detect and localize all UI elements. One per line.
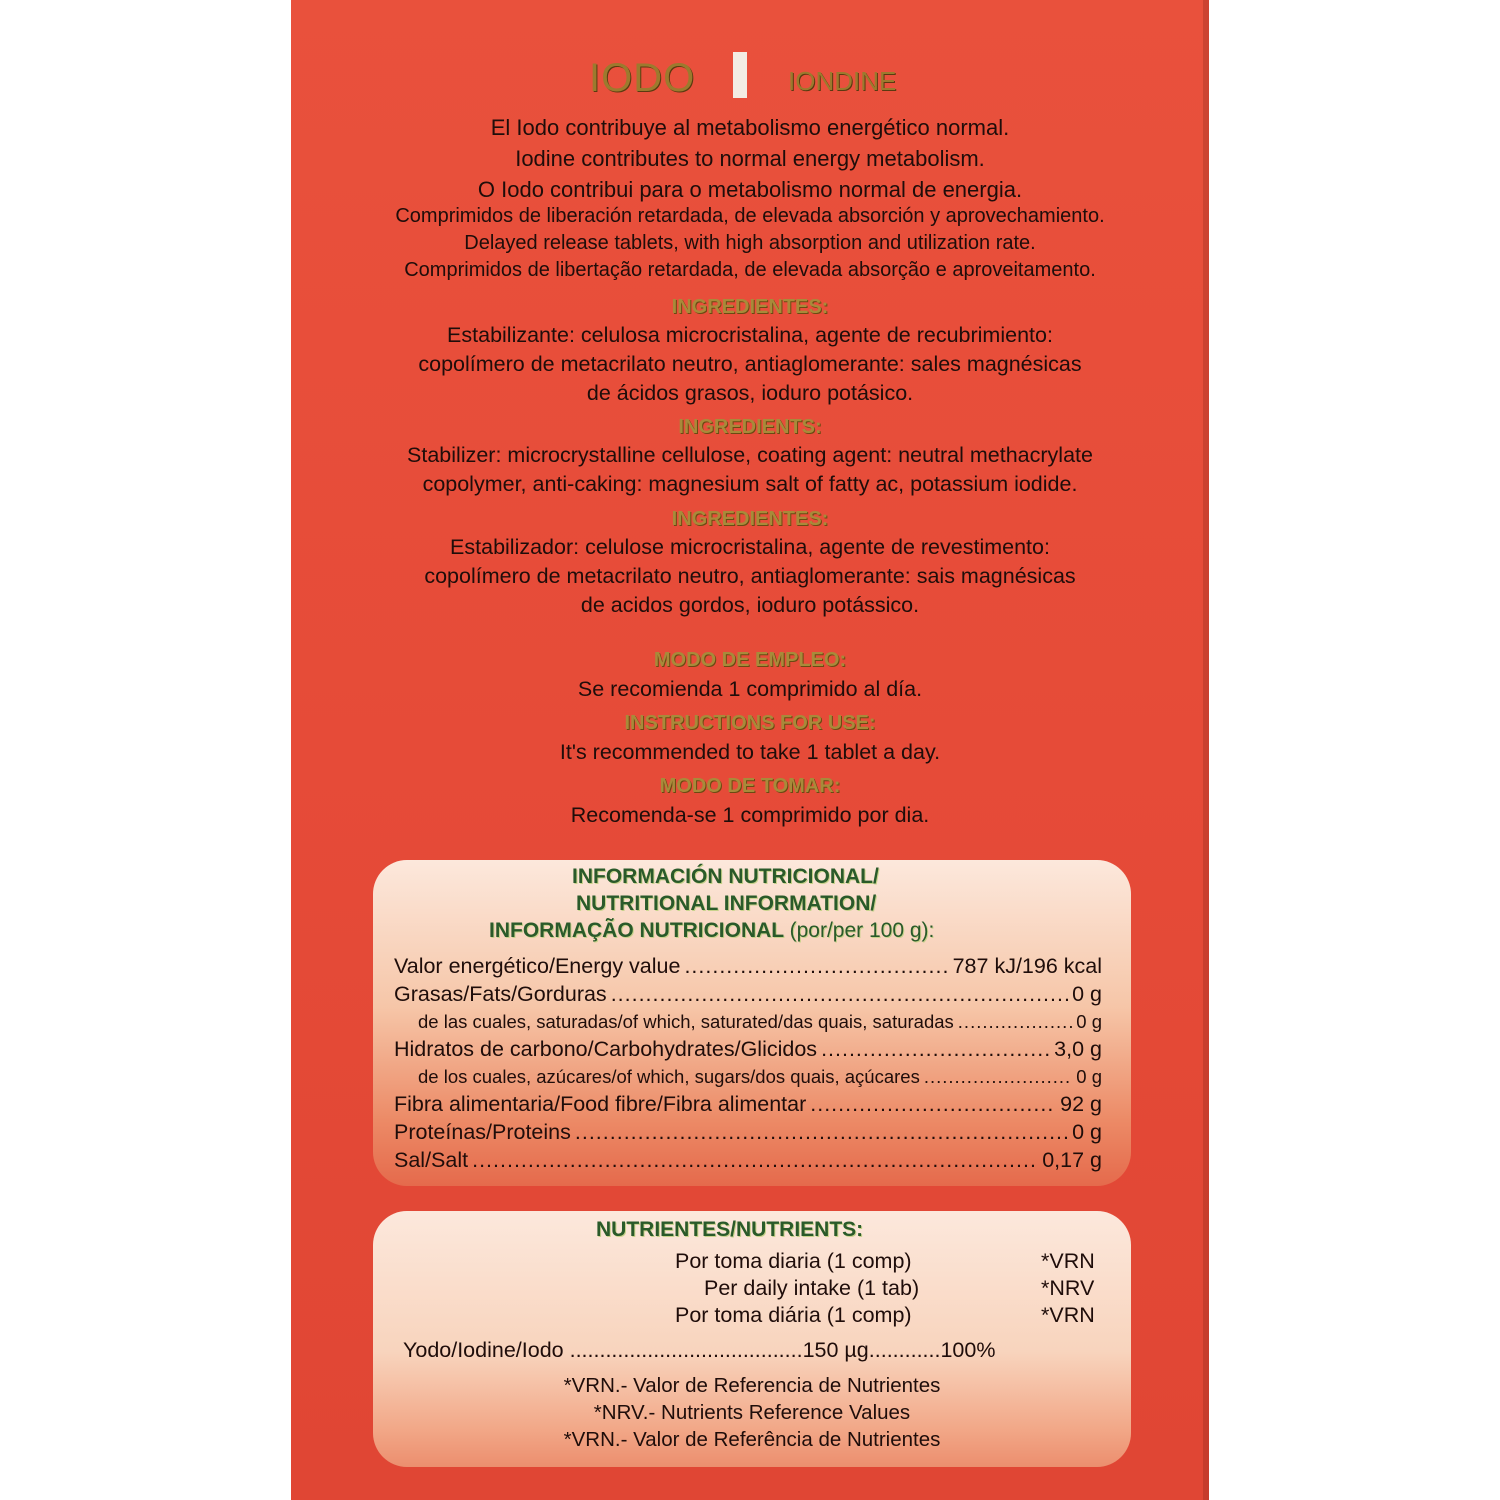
nutrition-row: [394, 954, 1102, 982]
nutrition-value: 0 g: [1072, 982, 1102, 1006]
nutrients-title: NUTRIENTES/NUTRIENTS:: [596, 1218, 864, 1241]
usage-heading: MODO DE EMPLEO:: [653, 649, 847, 671]
nutrition-table: [373, 860, 1131, 1186]
nutrition-value: 92 g: [1060, 1092, 1102, 1116]
claim-en: Iodine contributes to normal energy metabolism.: [515, 146, 985, 171]
nutrients-header-label: Por toma diária (1 comp): [675, 1303, 912, 1327]
nutrition-title-line: NUTRITIONAL INFORMATION/: [576, 892, 877, 915]
nutrition-row: [394, 1148, 1102, 1176]
usage-es: [291, 646, 1209, 704]
ingredients-line: copolímero de metacrilato neutro, antiaglomerante: sales magnésicas: [418, 352, 1082, 376]
nutrients-header-label: Por toma diaria (1 comp): [675, 1249, 912, 1273]
product-title: [291, 52, 1209, 100]
usage-text: It's recommended to take 1 tablet a day.: [559, 740, 941, 764]
ingredients-line: copolymer, anti-caking: magnesium salt of fatty ac, potassium iodide.: [422, 472, 1078, 496]
product-descriptions: [291, 203, 1209, 284]
title-spanish: IODO: [589, 56, 696, 100]
nutrition-label: Fibra alimentaria/Food fibre/Fibra alimentar: [394, 1092, 807, 1116]
nutrition-label: Hidratos de carbono/Carbohydrates/Glicidos: [394, 1037, 818, 1061]
description-pt: Comprimidos de libertação retardada, de elevada absorção e aproveitamento.: [404, 259, 1096, 281]
usage-heading: MODO DE TOMAR:: [659, 775, 841, 797]
ingredients-heading: INGREDIENTES:: [671, 508, 829, 530]
nutrient-row: Yodo/Iodine/Iodo .......................................150 µg............100%: [403, 1338, 996, 1362]
ingredients-pt: [291, 505, 1209, 620]
nutrition-row: [394, 1120, 1102, 1148]
claim-es: El Iodo contribuye al metabolismo energético normal.: [490, 115, 1010, 140]
nutrition-value: 0,17 g: [1042, 1148, 1102, 1172]
ingredients-es: [291, 293, 1209, 408]
nutrition-row: [418, 1066, 1102, 1094]
nutrition-title-suffix: (por/per 100 g):: [789, 919, 935, 942]
health-claims: [291, 112, 1209, 205]
title-english: IONDINE: [788, 66, 897, 96]
footnote: *VRN.- Valor de Referência de Nutrientes: [563, 1428, 941, 1451]
nutrients-header-ref: *NRV: [1041, 1276, 1095, 1300]
ingredients-line: copolímero de metacrilato neutro, antiaglomerante: sais magnésicas: [424, 564, 1076, 588]
nutrition-title-line: INFORMACIÓN NUTRICIONAL/: [572, 865, 879, 888]
nutrition-value: 787 kJ/196 kcal: [952, 954, 1102, 978]
nutrition-title-line: INFORMAÇÃO NUTRICIONAL (por/per 100 g):: [489, 919, 935, 942]
usage-heading: INSTRUCTIONS FOR USE:: [624, 712, 876, 734]
nutrients-header-ref: *VRN: [1041, 1249, 1095, 1273]
claim-pt: O Iodo contribui para o metabolismo normal de energia.: [477, 177, 1023, 202]
description-en: Delayed release tablets, with high absorption and utilization rate.: [464, 232, 1036, 254]
ingredients-line: de ácidos grasos, ioduro potásico.: [586, 381, 914, 405]
usage-text: Se recomienda 1 comprimido al día.: [577, 677, 923, 701]
ingredients-line: Estabilizador: celulose microcristalina, agente de revestimento:: [450, 535, 1050, 559]
ingredients-en: [291, 413, 1209, 499]
ingredients-heading: INGREDIENTES:: [671, 296, 829, 318]
nutrition-label: Valor energético/Energy value: [394, 954, 681, 978]
usage-pt: [291, 772, 1209, 830]
description-es: Comprimidos de liberación retardada, de elevada absorción y aprovechamiento.: [395, 205, 1105, 227]
nutrition-label: Grasas/Fats/Gorduras: [394, 982, 607, 1006]
footnote: *NRV.- Nutrients Reference Values: [593, 1401, 911, 1424]
nutrition-value: 0 g: [1076, 1011, 1102, 1032]
nutrition-row: [394, 1092, 1102, 1120]
usage-text: Recomenda-se 1 comprimido por dia.: [570, 803, 930, 827]
nutrient-percent: 100%: [940, 1338, 996, 1362]
nutrients-header-label: Per daily intake (1 tab): [704, 1276, 920, 1300]
ingredients-line: Stabilizer: microcrystalline cellulose, coating agent: neutral methacrylate: [407, 443, 1093, 467]
nutrition-label: de las cuales, saturadas/of which, saturated/das quais, saturadas: [418, 1011, 954, 1032]
footnote: *VRN.- Valor de Referencia de Nutrientes: [563, 1374, 941, 1397]
nutrition-value: 0 g: [1072, 1120, 1102, 1144]
nutrition-row: [418, 1011, 1102, 1039]
title-divider: [733, 52, 747, 98]
nutrient-label: Yodo/Iodine/Iodo: [403, 1338, 564, 1362]
nutrition-label: de los cuales, azúcares/of which, sugars/dos quais, açúcares: [418, 1066, 920, 1087]
nutrition-label: Proteínas/Proteins: [394, 1120, 571, 1144]
nutrition-row: [394, 982, 1102, 1010]
ingredients-heading: INGREDIENTS:: [678, 416, 822, 438]
ingredients-line: Estabilizante: celulosa microcristalina, agente de recubrimiento:: [447, 323, 1053, 347]
ingredients-line: de acidos gordos, ioduro potássico.: [580, 593, 920, 617]
nutrient-amount: 150 µg: [802, 1338, 869, 1362]
usage-en: [291, 709, 1209, 767]
nutrients-table: [373, 1211, 1131, 1467]
nutrients-header-ref: *VRN: [1041, 1303, 1095, 1327]
nutrition-value: 3,0 g: [1054, 1037, 1102, 1061]
nutrition-row: [394, 1037, 1102, 1065]
nutrition-value: 0 g: [1076, 1066, 1102, 1087]
nutrition-label: Sal/Salt: [394, 1148, 469, 1172]
